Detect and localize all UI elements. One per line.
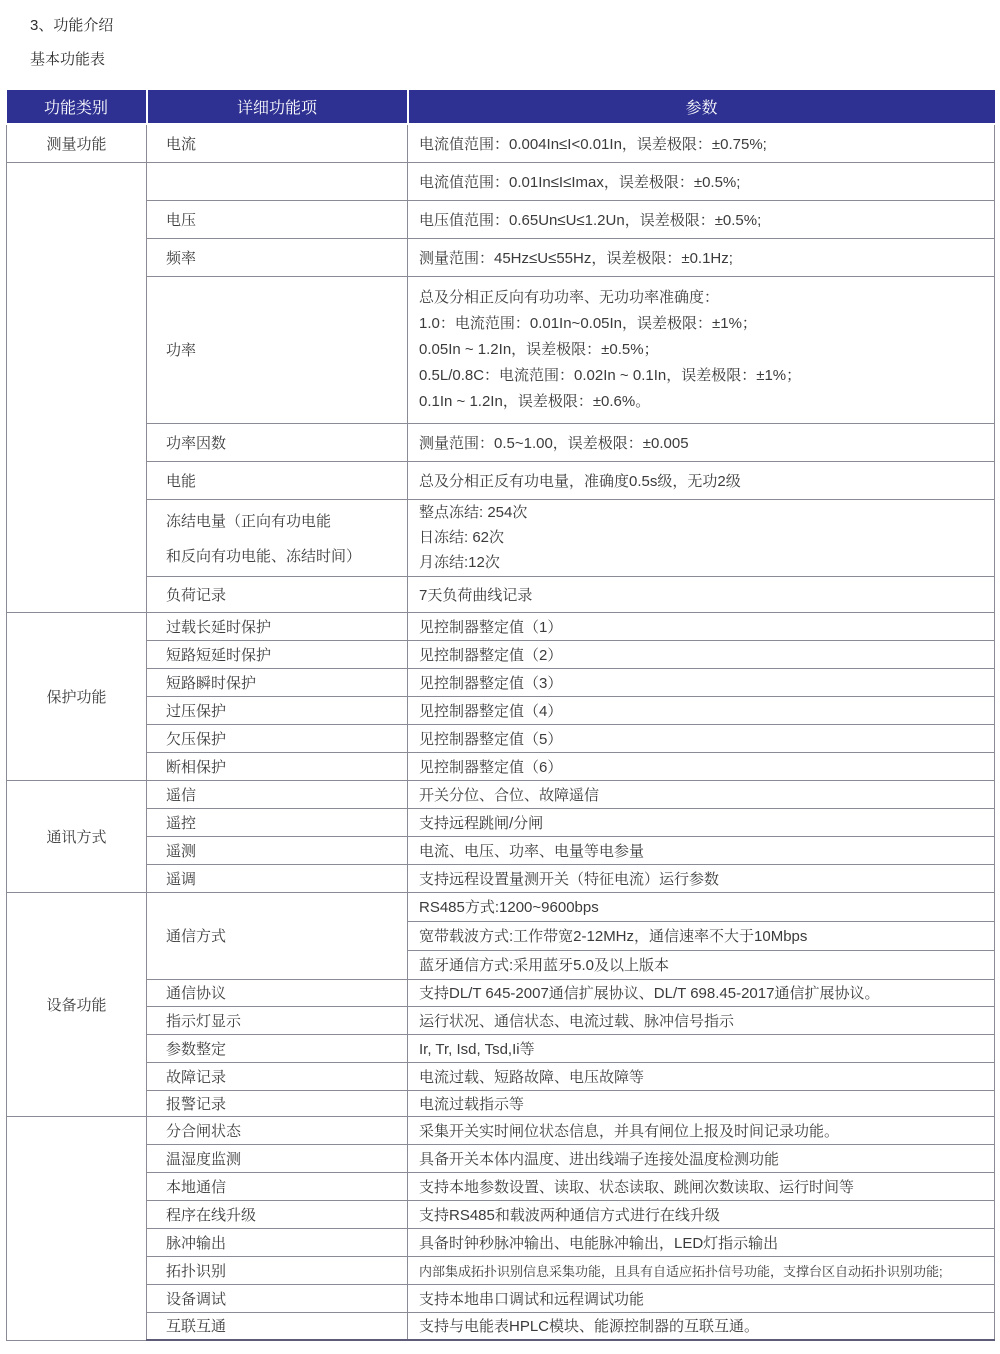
param-cell: 电流过载指示等	[408, 1090, 995, 1116]
param-line: 0.05In ~ 1.2In，误差极限：±0.5%；	[419, 340, 659, 358]
item-cell: 分合闸状态	[147, 1116, 408, 1144]
item-cell: 频率	[147, 238, 408, 276]
param-cell: 见控制器整定值（4）	[408, 696, 995, 724]
item-cell: 设备调试	[147, 1284, 408, 1312]
table-row	[7, 1144, 995, 1172]
table-row	[7, 1228, 995, 1256]
param-cell: 支持与电能表HPLC模块、能源控制器的互联互通。	[408, 1312, 995, 1340]
table-row	[7, 1090, 995, 1116]
param-cell: 蓝牙通信方式:采用蓝牙5.0及以上版本	[408, 950, 995, 979]
table-row	[7, 1172, 995, 1200]
table-row	[7, 640, 995, 668]
table-row	[7, 1116, 995, 1144]
item-cell: 断相保护	[147, 752, 408, 780]
item-cell: 互联互通	[147, 1312, 408, 1340]
table-row	[7, 423, 995, 461]
table-row	[7, 1062, 995, 1090]
item-cell: 短路瞬时保护	[147, 668, 408, 696]
param-cell-freeze	[408, 499, 995, 576]
table-header-row	[7, 90, 995, 124]
item-cell: 本地通信	[147, 1172, 408, 1200]
table-row	[7, 892, 995, 921]
param-cell: 运行状况、通信状态、电流过载、脉冲信号指示	[408, 1006, 995, 1034]
item-cell: 功率因数	[147, 423, 408, 461]
param-cell: 具备时钟秒脉冲输出、电能脉冲输出，LED灯指示输出	[408, 1228, 995, 1256]
category-cell-measure: 测量功能	[7, 124, 147, 162]
item-line: 和反向有功电能、冻结时间）	[166, 547, 362, 565]
item-cell	[147, 162, 408, 200]
item-cell: 遥测	[147, 836, 408, 864]
table-row	[7, 979, 995, 1006]
item-cell: 欠压保护	[147, 724, 408, 752]
param-cell: 电流值范围：0.01In≤I≤Imax，误差极限：±0.5%;	[408, 162, 995, 200]
item-cell: 故障记录	[147, 1062, 408, 1090]
param-cell-topology: 内部集成拓扑识别信息采集功能，且具有自适应拓扑信号功能，支撑台区自动拓扑识别功能;	[408, 1256, 995, 1284]
table-row	[7, 1284, 995, 1312]
table-row	[7, 162, 995, 200]
table-row	[7, 499, 995, 576]
item-cell: 脉冲输出	[147, 1228, 408, 1256]
table-row	[7, 724, 995, 752]
item-cell: 遥调	[147, 864, 408, 892]
table-row	[7, 1256, 995, 1284]
param-line: 0.5L/0.8C：电流范围：0.02In ~ 0.1In，误差极限：±1%；	[419, 366, 802, 384]
category-cell-blank2	[7, 1116, 147, 1340]
param-cell: 宽带载波方式:工作带宽2-12MHz，通信速率不大于10Mbps	[408, 921, 995, 950]
table-row	[7, 808, 995, 836]
item-cell: 遥信	[147, 780, 408, 808]
param-cell: 支持远程跳闸/分闸	[408, 808, 995, 836]
page-title: 3、功能介绍	[30, 17, 114, 34]
item-cell-comm: 通信方式	[147, 892, 408, 979]
param-cell: 电流值范围：0.004In≤I<0.01In，误差极限：±0.75%;	[408, 124, 995, 162]
item-cell: 电流	[147, 124, 408, 162]
item-cell: 功率	[147, 276, 408, 423]
item-cell: 过压保护	[147, 696, 408, 724]
table-row	[7, 461, 995, 499]
param-line: 日冻结: 62次	[419, 529, 505, 546]
param-cell: 见控制器整定值（1）	[408, 612, 995, 640]
item-cell: 遥控	[147, 808, 408, 836]
param-cell: RS485方式:1200~9600bps	[408, 892, 995, 921]
param-cell: 支持本地串口调试和远程调试功能	[408, 1284, 995, 1312]
table-row	[7, 752, 995, 780]
param-cell: 见控制器整定值（3）	[408, 668, 995, 696]
param-line: 0.1In ~ 1.2In，误差极限：±0.6%。	[419, 392, 651, 410]
category-cell-protect: 保护功能	[7, 612, 147, 780]
table-row	[7, 864, 995, 892]
table-row	[7, 612, 995, 640]
param-cell: 总及分相正反有功电量，准确度0.5s级，无功2级	[408, 461, 995, 499]
param-cell-power	[408, 276, 995, 423]
header-cell-param: 参数	[408, 90, 995, 124]
param-line: 1.0：电流范围：0.01In~0.05In，误差极限：±1%；	[419, 314, 757, 332]
item-cell: 拓扑识别	[147, 1256, 408, 1284]
table-row	[7, 1312, 995, 1340]
param-cell: 支持本地参数设置、读取、状态读取、跳闸次数读取、运行时间等	[408, 1172, 995, 1200]
param-line: 总及分相正反向有功功率、无功功率准确度：	[419, 288, 720, 306]
param-cell: 测量范围：45Hz≤U≤55Hz，误差极限：±0.1Hz;	[408, 238, 995, 276]
table-row	[7, 200, 995, 238]
table-row	[7, 276, 995, 423]
param-line: 整点冻结: 254次	[419, 504, 528, 521]
table-row	[7, 124, 995, 162]
table-row	[7, 696, 995, 724]
table-row	[7, 1034, 995, 1062]
item-cell: 报警记录	[147, 1090, 408, 1116]
param-line: 月冻结:12次	[419, 554, 500, 571]
param-cell: 测量范围：0.5~1.00，误差极限：±0.005	[408, 423, 995, 461]
param-cell: 见控制器整定值（5）	[408, 724, 995, 752]
header-cell-category: 功能类别	[7, 90, 147, 124]
param-cell: 7天负荷曲线记录	[408, 576, 995, 612]
param-cell: 电压值范围：0.65Un≤U≤1.2Un，误差极限：±0.5%;	[408, 200, 995, 238]
item-cell: 指示灯显示	[147, 1006, 408, 1034]
page-subtitle: 基本功能表	[30, 51, 106, 68]
category-cell-comm-mode: 通讯方式	[7, 780, 147, 892]
item-line: 冻结电量（正向有功电能	[166, 512, 332, 530]
param-cell: 电流过载、短路故障、电压故障等	[408, 1062, 995, 1090]
param-cell: 支持远程设置量测开关（特征电流）运行参数	[408, 864, 995, 892]
item-cell: 负荷记录	[147, 576, 408, 612]
category-cell-device: 设备功能	[7, 892, 147, 1116]
basic-function-table	[6, 90, 995, 1341]
param-cell: 支持DL/T 645-2007通信扩展协议、DL/T 698.45-2017通信扩展协议。	[408, 979, 995, 1006]
param-cell: 支持RS485和载波两种通信方式进行在线升级	[408, 1200, 995, 1228]
item-cell: 电压	[147, 200, 408, 238]
param-cell: Ir, Tr, Isd, Tsd,Ii等	[408, 1034, 995, 1062]
table-row	[7, 780, 995, 808]
table-row	[7, 1200, 995, 1228]
item-cell: 过载长延时保护	[147, 612, 408, 640]
param-cell: 开关分位、合位、故障遥信	[408, 780, 995, 808]
param-cell: 采集开关实时闸位状态信息，并具有闸位上报及时间记录功能。	[408, 1116, 995, 1144]
table-row	[7, 1006, 995, 1034]
item-cell: 通信协议	[147, 979, 408, 1006]
item-cell: 电能	[147, 461, 408, 499]
table-row	[7, 576, 995, 612]
item-cell: 程序在线升级	[147, 1200, 408, 1228]
item-cell: 温湿度监测	[147, 1144, 408, 1172]
table-row	[7, 668, 995, 696]
param-cell: 电流、电压、功率、电量等电参量	[408, 836, 995, 864]
item-cell: 参数整定	[147, 1034, 408, 1062]
item-cell: 短路短延时保护	[147, 640, 408, 668]
category-cell-blank	[7, 162, 147, 612]
param-cell: 具备开关本体内温度、进出线端子连接处温度检测功能	[408, 1144, 995, 1172]
param-cell: 见控制器整定值（6）	[408, 752, 995, 780]
param-cell: 见控制器整定值（2）	[408, 640, 995, 668]
table-row	[7, 238, 995, 276]
header-cell-item: 详细功能项	[147, 90, 408, 124]
item-cell-freeze	[147, 499, 408, 576]
table-row	[7, 836, 995, 864]
